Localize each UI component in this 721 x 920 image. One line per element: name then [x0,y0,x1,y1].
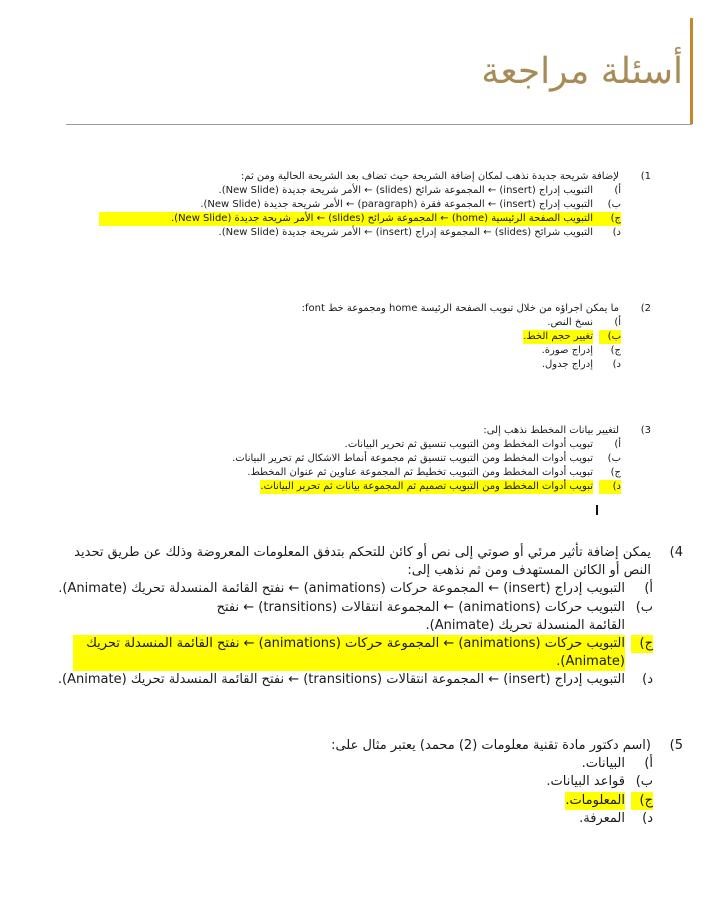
title-divider [66,124,692,125]
correct-answer-highlight [99,212,621,226]
option-text: التبويب إدراج (insert) ← المجموعة انتقالات (transitions) ← نفتح القائمة المنسدلة تحريك (Animate). [57,672,625,688]
option-label: أ) [614,439,621,450]
question-text: لتغيير بيانات المخطط نذهب إلى: [483,425,619,436]
option-label: د) [612,359,621,370]
question-number: 2) [640,303,651,314]
question-2 [91,302,651,372]
option-text: التبويب إدراج (insert) ← المجموعة فقرة (paragraph) ← الأمر شريحة جديدة (New Slide). [200,199,593,210]
option-text: إدراج صورة. [541,345,593,356]
question-text: (اسم دكتور مادة تقنية معلومات (2) محمد) يعتبر مثال على: [331,738,651,753]
option-text: التبويب حركات (animations) ← المجموعة انتقالات (transitions) ← نفتح القائمة المنسدلة تحريك (Animate). [216,599,625,633]
text-cursor [596,505,598,515]
option-text-highlighted: التبويب حركات (animations) ← المجموعة حركات (animations) ← نفتح القائمة المنسدلة تحريك (Animate). [73,635,625,671]
option-label: أ) [614,185,621,196]
question-text: لإضافة شريحة جديدة نذهب لمكان إضافة الشريحة حيث تضاف بعد الشريحة الحالية ومن ثم: [240,171,619,182]
question-3 [91,424,651,494]
option-label: ب) [599,330,621,344]
option-text: التبويب شرائح (slides) ← المجموعة إدراج (insert) ← الأمر شريحة جديدة (New Slide). [218,227,593,238]
option-label: ب) [635,774,653,790]
option-text: المعرفة. [579,810,625,826]
question-number: 3) [640,425,651,436]
option-label: ج) [610,213,621,224]
option-text: نسخ النص. [547,317,593,328]
option-text: التبويب إدراج (insert) ← المجموعة شرائح (slides) ← الأمر شريحة جديدة (New Slide). [218,185,593,196]
option-label: أ) [614,317,621,328]
option-label: ب) [607,199,621,210]
option-text: إدراج جدول. [541,359,593,370]
option-label: أ) [644,581,653,597]
page-title: أسئلة مراجعة [481,51,683,92]
option-label: ب) [607,453,621,464]
question-number: 5) [669,738,683,753]
question-text: يمكن إضافة تأثير مرئي أو صوتي إلى نص أو كائن للتحكم بتدفق المعلومات المعروضة وذلك عن طريق تحديد النص أو الكائن المستهدف ومن ثم نذهب إلى: [74,545,651,579]
question-text: ما يمكن اجراؤه من خلال تبويب الصفحة الرئيسة home ومجموعة خط font: [301,303,619,314]
option-text-highlighted: تبويب أدوات المخطط ومن التبويب تصميم ثم المجموعة بيانات ثم تحرير البيانات. [260,481,593,492]
option-text: تبويب أدوات المخطط ومن التبويب تنسيق ثم تحرير البيانات. [344,439,593,450]
option-text: التبويب إدراج (insert) ← المجموعة حركات (animations) ← نفتح القائمة المنسدلة تحريك (Animate). [58,581,625,597]
question-5 [43,737,683,828]
question-1 [91,170,651,240]
title-accent-bar [690,18,693,124]
option-label: د) [599,480,621,494]
option-label: د) [642,810,653,826]
option-label: أ) [644,756,653,772]
option-label: ج) [610,345,621,356]
option-text: التبويب الصفحة الرئيسية (home) ← المجموعة شرائح (slides) ← الأمر شريحة جديدة (New Slide). [170,213,593,224]
option-label: ج) [631,635,653,653]
question-number: 4) [669,545,683,560]
question-number: 1) [640,171,651,182]
option-label: د) [612,227,621,238]
option-text-highlighted: تغيير حجم الخط. [523,331,593,342]
option-label: ج) [631,792,653,810]
option-label: د) [642,672,653,688]
option-text-highlighted: المعلومات. [565,792,625,810]
option-text: البيانات. [581,756,625,772]
option-label: ج) [610,467,621,478]
option-text: تبويب أدوات المخطط ومن التبويب تخطيط ثم المجموعة عناوين ثم عنوان المخطط. [247,467,593,478]
question-4 [43,544,683,690]
option-text: قواعد البيانات. [546,774,625,790]
option-text: تبويب أدوات المخطط ومن التبويب تنسيق ثم مجموعة أنماط الاشكال ثم تحرير البيانات. [232,453,593,464]
option-label: ب) [635,599,653,615]
